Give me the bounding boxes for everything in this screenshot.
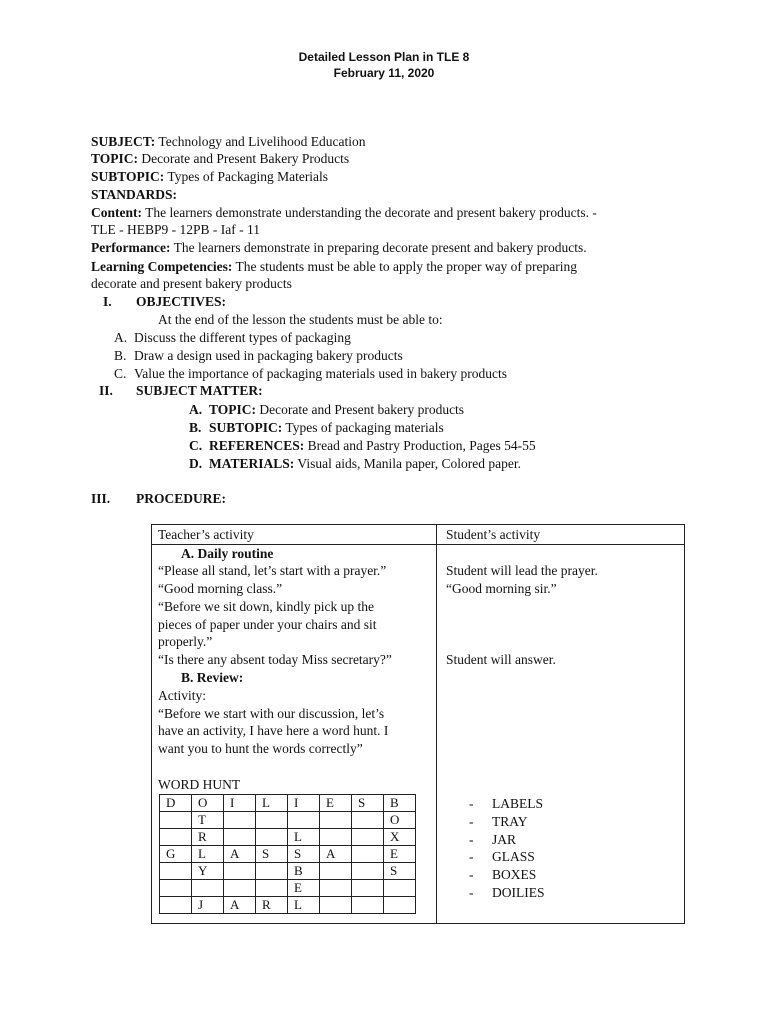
grid-cell: O (192, 795, 224, 812)
performance-line (91, 239, 587, 256)
subject-value: Technology and Livelihood Education (158, 134, 366, 149)
grid-cell: G (160, 846, 192, 863)
grid-cell: L (288, 829, 320, 846)
topic-label: TOPIC: (91, 151, 139, 166)
teacher-line: want you to hunt the words correctly” (158, 741, 363, 756)
student-line: “Good morning sir.” (446, 581, 557, 596)
procedure-numeral: III. (91, 491, 111, 506)
teacher-line: “Before we sit down, kindly pick up the (158, 599, 374, 614)
grid-cell: X (384, 829, 416, 846)
subject-line (91, 133, 366, 150)
teacher-line: pieces of paper under your chairs and sit (158, 617, 377, 632)
objective-item: C. Value the importance of packaging materials used in bakery products (114, 366, 507, 381)
word-hunt-grid (159, 794, 416, 914)
grid-cell: B (288, 863, 320, 880)
grid-cell: E (384, 846, 416, 863)
subject-matter-heading: SUBJECT MATTER: (136, 383, 263, 398)
document-date: February 11, 2020 (333, 66, 435, 80)
student-line: Student will answer. (446, 652, 556, 667)
activity-label: Activity: (158, 688, 206, 703)
grid-cell (288, 812, 320, 829)
grid-cell (384, 880, 416, 897)
subject-matter-numeral: II. (99, 383, 113, 398)
grid-cell: I (224, 795, 256, 812)
grid-cell (224, 812, 256, 829)
grid-cell (160, 829, 192, 846)
grid-cell: Y (192, 863, 224, 880)
grid-row (160, 829, 416, 846)
grid-cell: A (320, 846, 352, 863)
answer-item: - GLASS (469, 849, 535, 865)
subject-matter-item: D. MATERIALS: Visual aids, Manila paper, Colored paper. (189, 456, 521, 471)
competencies-label: Learning Competencies: (91, 259, 233, 274)
subject-matter-item: B. SUBTOPIC: Types of packaging materials (189, 420, 444, 435)
student-activity-header: Student’s activity (446, 527, 541, 542)
topic-value: Decorate and Present Bakery Products (141, 151, 350, 166)
procedure-table (151, 524, 685, 924)
grid-cell: R (256, 897, 288, 914)
subject-matter-item: C. REFERENCES: Bread and Pastry Production, Pages 54-55 (189, 438, 536, 453)
grid-cell (384, 897, 416, 914)
grid-row (160, 846, 416, 863)
content-line (91, 204, 597, 221)
grid-cell: S (288, 846, 320, 863)
student-line: Student will lead the prayer. (446, 563, 598, 578)
grid-row (160, 812, 416, 829)
performance-value: The learners demonstrate in preparing decorate present and bakery products. (173, 240, 587, 255)
topic-line (91, 150, 349, 167)
grid-cell (320, 897, 352, 914)
objectives-intro: At the end of the lesson the students must be able to: (158, 312, 443, 327)
grid-cell: B (384, 795, 416, 812)
grid-cell (160, 897, 192, 914)
subject-matter-item: A. TOPIC: Decorate and Present bakery products (189, 402, 465, 417)
objectives-heading: OBJECTIVES: (136, 294, 227, 309)
column-divider (436, 525, 437, 923)
answer-item: - DOILIES (469, 884, 545, 900)
teacher-line: “Is there any absent today Miss secretary?” (158, 652, 392, 667)
document-title: Detailed Lesson Plan in TLE 8 (298, 50, 470, 64)
grid-cell: J (192, 897, 224, 914)
word-hunt-label: WORD HUNT (158, 777, 241, 792)
grid-cell: A (224, 846, 256, 863)
objectives-numeral: I. (103, 294, 112, 309)
content-label: Content: (91, 205, 142, 220)
content-value: The learners demonstrate understanding the decorate and present bakery products. - (145, 205, 597, 220)
grid-row (160, 897, 416, 914)
objective-item: A. Discuss the different types of packaging (114, 330, 351, 345)
grid-cell: S (256, 846, 288, 863)
grid-cell (320, 880, 352, 897)
grid-cell: L (288, 897, 320, 914)
teacher-activity-header: Teacher’s activity (158, 527, 254, 542)
subtopic-label: SUBTOPIC: (91, 169, 165, 184)
grid-cell: E (288, 880, 320, 897)
grid-cell: R (192, 829, 224, 846)
grid-cell (224, 863, 256, 880)
teacher-line: “Good morning class.” (158, 581, 283, 596)
standards-label: STANDARDS: (91, 187, 178, 202)
competencies-value: The students must be able to apply the proper way of preparing (235, 259, 578, 274)
grid-cell (192, 880, 224, 897)
grid-cell (320, 812, 352, 829)
grid-cell (320, 829, 352, 846)
competencies-line (91, 258, 577, 275)
daily-routine-heading: A. Daily routine (181, 546, 274, 561)
objective-item: B. Draw a design used in packaging bakery products (114, 348, 403, 363)
grid-cell: E (320, 795, 352, 812)
procedure-heading: PROCEDURE: (136, 491, 226, 506)
teacher-line: “Before we start with our discussion, let’s (158, 706, 385, 721)
grid-cell: T (192, 812, 224, 829)
grid-cell: L (256, 795, 288, 812)
grid-cell: S (384, 863, 416, 880)
grid-cell: D (160, 795, 192, 812)
grid-cell (320, 863, 352, 880)
grid-cell: L (192, 846, 224, 863)
grid-cell (224, 880, 256, 897)
grid-cell (256, 829, 288, 846)
word-hunt-answers (469, 795, 545, 902)
grid-cell (352, 880, 384, 897)
grid-row (160, 795, 416, 812)
grid-cell (256, 812, 288, 829)
grid-cell (256, 863, 288, 880)
competencies-cont: decorate and present bakery products (91, 276, 292, 291)
review-heading: B. Review: (181, 670, 244, 685)
grid-cell (352, 863, 384, 880)
grid-cell: I (288, 795, 320, 812)
grid-cell: S (352, 795, 384, 812)
grid-cell (352, 829, 384, 846)
content-code: TLE - HEBP9 - 12PB - Iaf - 11 (91, 222, 260, 237)
answer-item: - TRAY (469, 813, 528, 829)
grid-row (160, 880, 416, 897)
grid-cell: O (384, 812, 416, 829)
grid-cell (160, 812, 192, 829)
subtopic-value: Types of Packaging Materials (167, 169, 329, 184)
grid-cell: A (224, 897, 256, 914)
teacher-line: “Please all stand, let’s start with a prayer.” (158, 563, 387, 578)
teacher-line: have an activity, I have here a word hunt. I (158, 723, 389, 738)
grid-cell (352, 897, 384, 914)
grid-cell (160, 863, 192, 880)
answer-item: - JAR (469, 831, 517, 847)
grid-cell (352, 846, 384, 863)
subtopic-line (91, 168, 328, 185)
answer-item: - BOXES (469, 867, 537, 883)
grid-cell (224, 829, 256, 846)
answer-item: - LABELS (469, 796, 544, 811)
grid-cell (160, 880, 192, 897)
grid-row (160, 863, 416, 880)
performance-label: Performance: (91, 240, 171, 255)
grid-cell (256, 880, 288, 897)
subject-label: SUBJECT: (91, 134, 156, 149)
standards-line (91, 186, 177, 203)
teacher-line: properly.” (158, 634, 213, 649)
grid-cell (352, 812, 384, 829)
